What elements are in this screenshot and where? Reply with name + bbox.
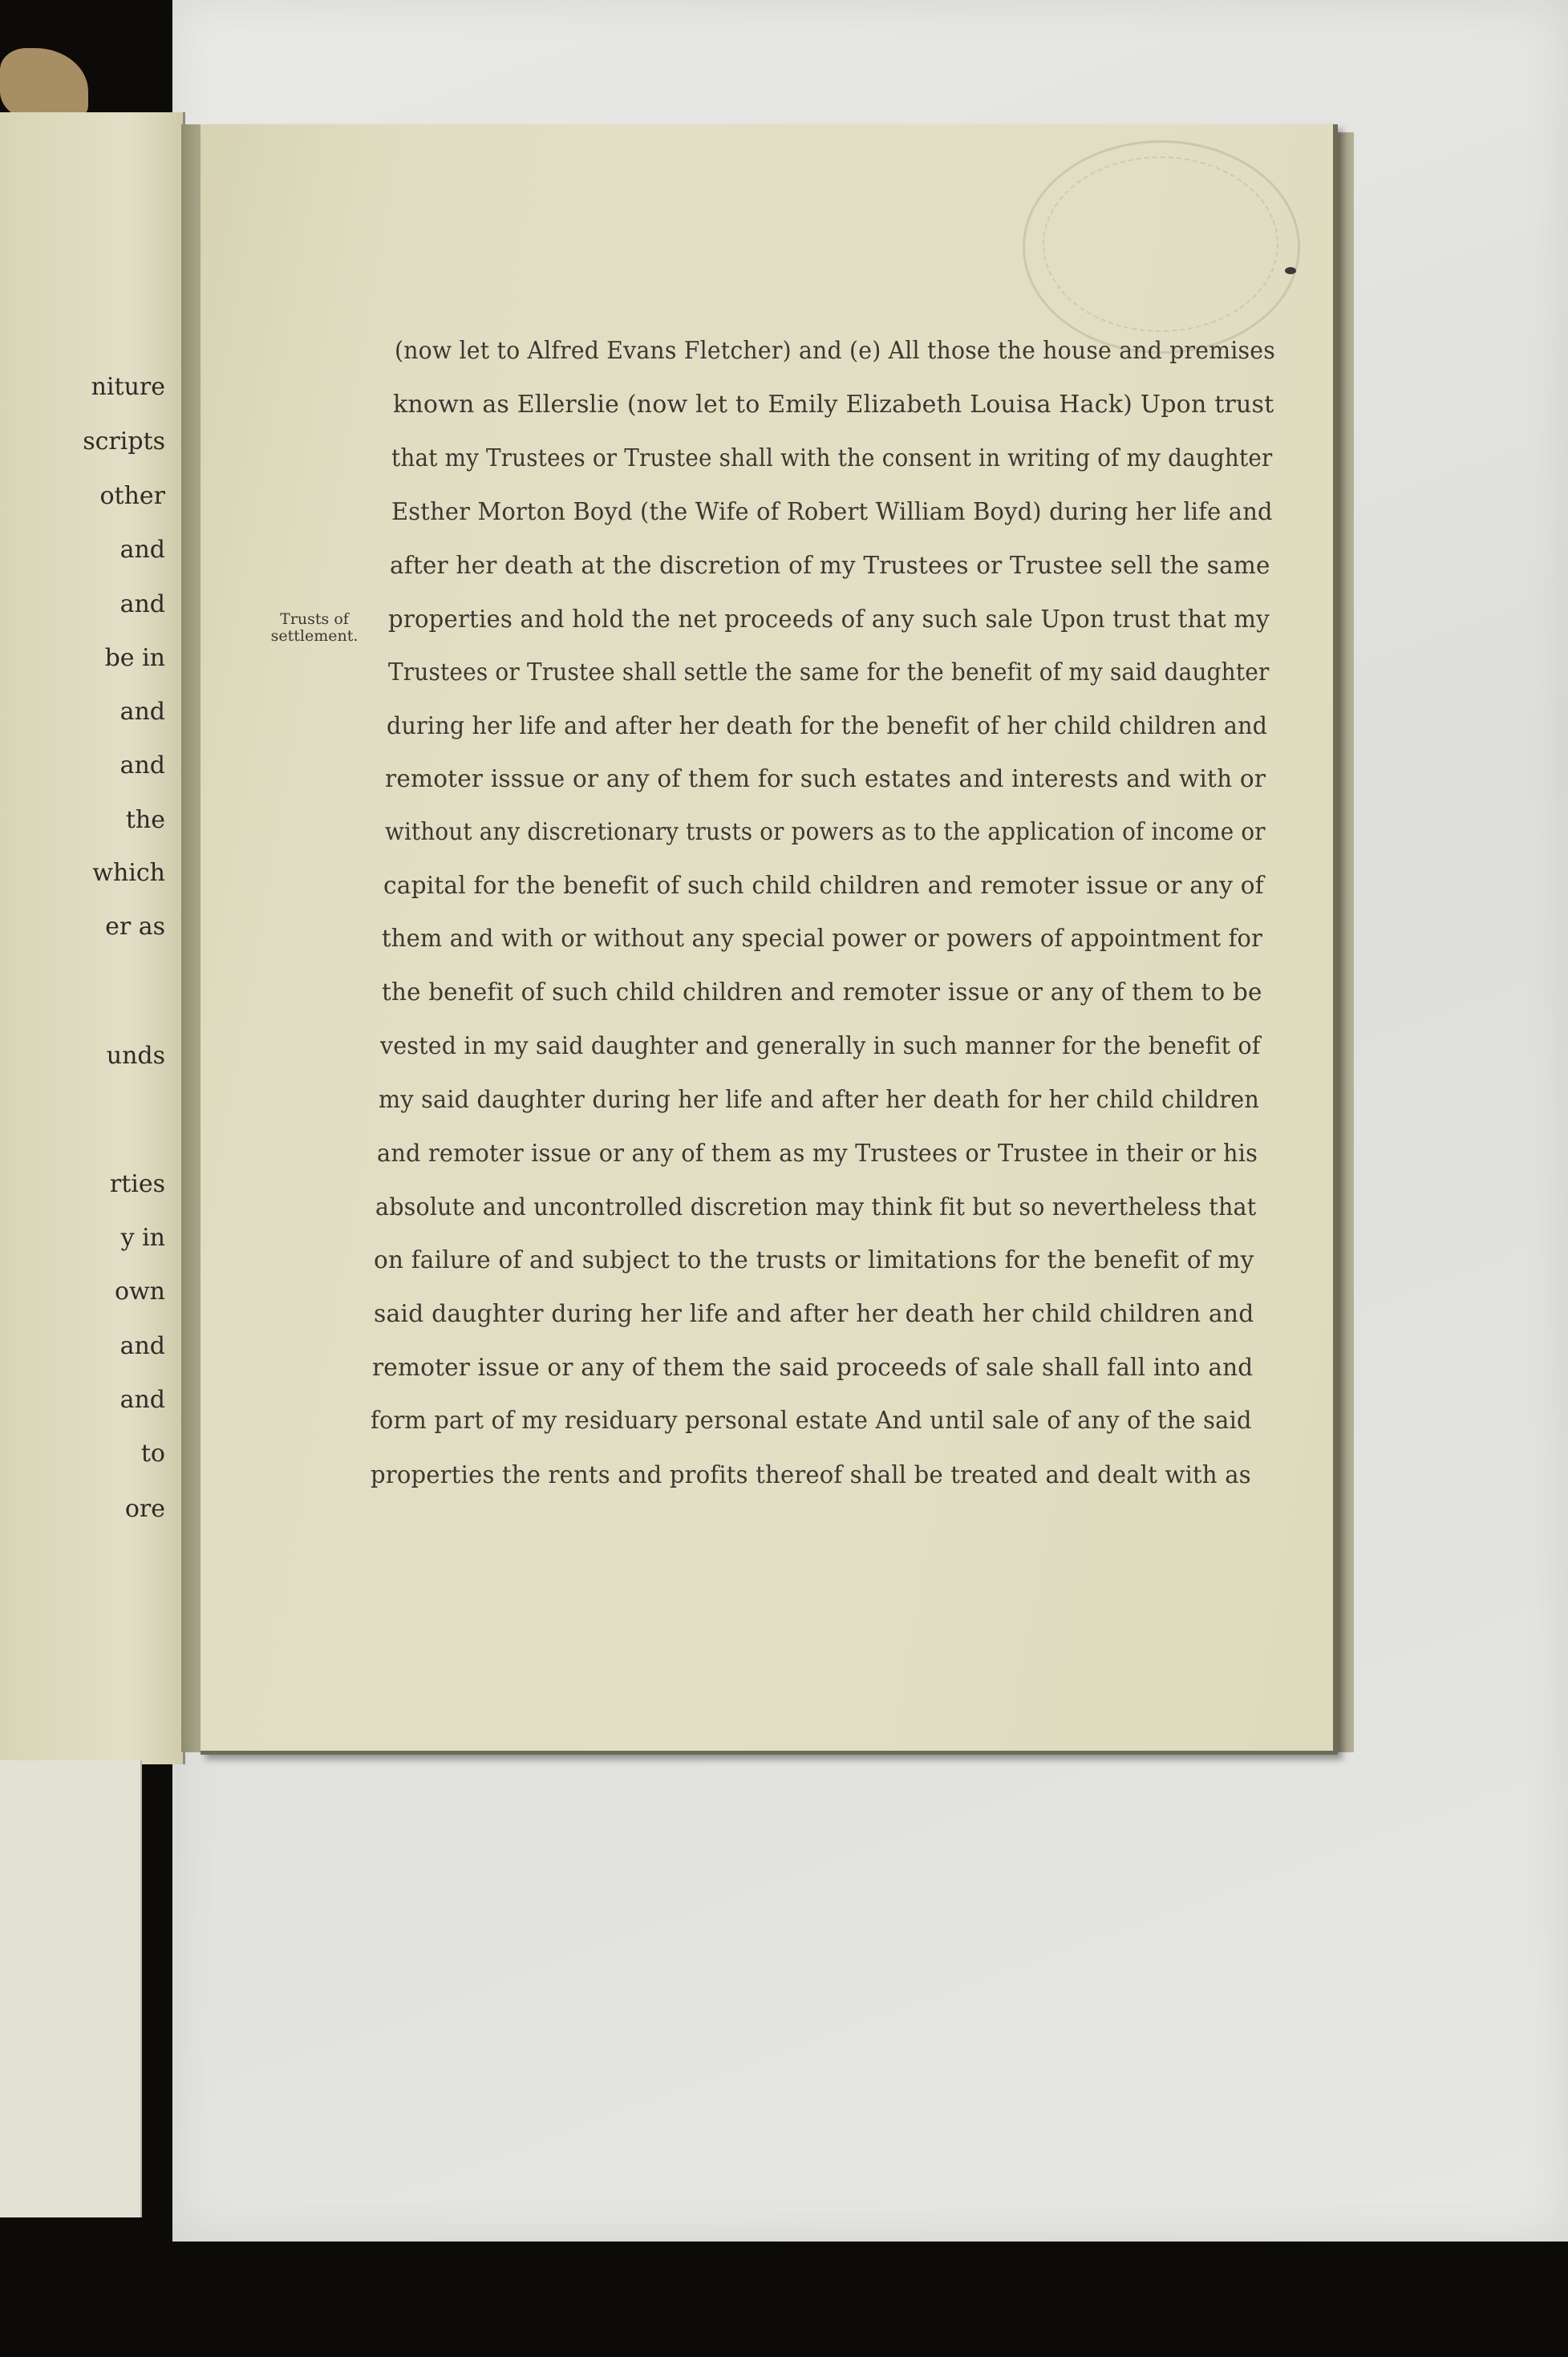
body-text-line: remoter isssue or any of them for such estates and interests and with or <box>385 765 1266 792</box>
body-text-line: during her life and after her death for the benefit of her child children and <box>387 712 1268 739</box>
left-facing-page <box>0 112 185 1764</box>
left-page-lower-strip <box>0 1760 142 2217</box>
body-text-line: remoter issue or any of them the said proceeds of sale shall fall into and <box>372 1354 1254 1381</box>
marginal-note-line: Trusts of <box>280 610 349 628</box>
body-text-line: capital for the benefit of such child children and remoter issue or any of <box>383 872 1264 899</box>
left-page-fragment: own <box>114 1278 165 1306</box>
body-text-line: Trustees or Trustee shall settle the same for the benefit of my said daughter <box>388 658 1270 686</box>
left-page-fragment: and <box>120 590 165 618</box>
body-text-line: them and with or without any special power or powers of appointment for <box>382 925 1263 952</box>
left-page-fragment: niture <box>91 373 165 401</box>
body-text-line: absolute and uncontrolled discretion may think fit but so nevertheless that <box>375 1193 1257 1221</box>
marginal-note-line: settlement. <box>270 627 359 645</box>
body-text-line: the benefit of such child children and remoter issue or any of them to be <box>382 978 1262 1006</box>
body-text-line: known as Ellerslie (now let to Emily Elizabeth Louisa Hack) Upon trust <box>393 391 1274 418</box>
left-page-fragment: which <box>92 859 165 887</box>
body-text-line: on failure of and subject to the trusts or limitations for the benefit of my <box>374 1246 1254 1274</box>
body-text-line: vested in my said daughter and generally in such manner for the benefit of <box>380 1032 1261 1059</box>
body-text-line: that my Trustees or Trustee shall with the consent in writing of my daughter <box>391 444 1273 472</box>
left-page-fragment: unds <box>106 1042 165 1070</box>
left-page-fragment: be in <box>104 644 165 672</box>
left-page-fragment: ore <box>124 1495 165 1523</box>
body-text-line: and remoter issue or any of them as my Trustees or Trustee in their or his <box>377 1140 1258 1167</box>
left-page-fragment: and <box>120 536 165 564</box>
body-text-line: said daughter during her life and after her death her child children and <box>374 1300 1254 1327</box>
left-page-fragment: scripts <box>83 427 165 456</box>
body-text-line: form part of my residuary personal estate And until sale of any of the said <box>371 1407 1252 1434</box>
left-page-fragment: y in <box>120 1224 165 1252</box>
left-page-fragment: and <box>120 1386 165 1414</box>
left-page-fragment: to <box>140 1440 165 1468</box>
marginal-note <box>258 611 371 645</box>
left-page-fragment: other <box>99 482 165 510</box>
left-page-fragment: er as <box>105 913 165 941</box>
left-page-fragment: and <box>120 698 165 726</box>
left-page-fragment: the <box>125 806 165 834</box>
faded-stamp-inner-ring <box>1043 156 1278 332</box>
body-text-line: without any discretionary trusts or powers as to the application of income or <box>385 818 1266 845</box>
body-text-line: my said daughter during her life and after her death for her child children <box>379 1086 1260 1113</box>
body-text-line: Esther Morton Boyd (the Wife of Robert William Boyd) during her life and <box>391 498 1273 525</box>
body-text-line: (now let to Alfred Evans Fletcher) and (e) All those the house and premises <box>395 337 1275 364</box>
ink-mark <box>1285 267 1296 274</box>
body-text-line: after her death at the discretion of my Trustees or Trustee sell the same <box>390 552 1270 579</box>
left-page-fragment: and <box>120 751 165 780</box>
body-text-line: properties and hold the net proceeds of any such sale Upon trust that my <box>388 605 1270 633</box>
body-text-line: properties the rents and profits thereof shall be treated and dealt with as <box>371 1461 1251 1488</box>
left-page-fragment: rties <box>109 1170 165 1198</box>
left-page-fragment: and <box>120 1332 165 1360</box>
torn-paper-corner <box>0 48 88 120</box>
